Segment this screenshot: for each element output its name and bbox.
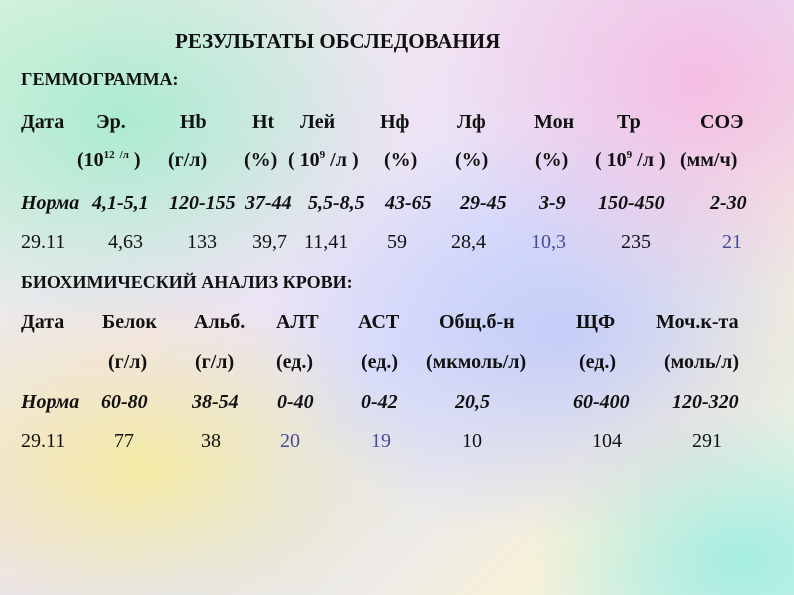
- hemogram-heading: ГЕММОГРАММА:: [21, 69, 179, 89]
- hemogram-header-lf: Лф: [457, 111, 486, 133]
- hemogram-norm-ht: 37-44: [245, 192, 292, 214]
- hemogram-value-hb: 133: [187, 231, 217, 253]
- hemogram-header-soe: СОЭ: [700, 111, 744, 133]
- hemogram-norm-lf: 29-45: [460, 192, 507, 214]
- biochem-norm-bilirubin: 20,5: [455, 391, 490, 413]
- hemogram-header-ht: Ht: [252, 111, 275, 133]
- hemogram-row-date: 29.11: [21, 231, 66, 253]
- hemogram-header-tr: Тр: [617, 111, 641, 133]
- biochem-header-uric-acid: Моч.к-та: [656, 311, 739, 333]
- biochem-norm-label: Норма: [21, 391, 80, 413]
- biochem-header-bilirubin: Общ.б-н: [439, 311, 515, 333]
- hemogram-value-tr: 235: [621, 231, 651, 253]
- hemogram-unit-lf: (%): [455, 149, 489, 171]
- hemogram-value-nf: 59: [387, 231, 407, 253]
- biochem-unit-alt: (ед.): [276, 351, 314, 373]
- hemogram-header-hb: Hb: [180, 111, 207, 133]
- biochem-value-ast: 19: [371, 430, 391, 452]
- biochem-unit-uric-acid: (моль/л): [664, 351, 739, 373]
- hemogram-unit-nf: (%): [384, 149, 418, 171]
- hemogram-header-mon: Мон: [534, 111, 575, 133]
- biochem-value-alb: 38: [201, 430, 221, 452]
- hemogram-norm-nf: 43-65: [385, 192, 432, 214]
- biochem-header-ast: АСТ: [358, 311, 400, 333]
- hemogram-norm-hb: 120-155: [169, 192, 236, 214]
- biochem-unit-alp: (ед.): [579, 351, 617, 373]
- hemogram-value-er: 4,63: [108, 231, 143, 253]
- page-title: РЕЗУЛЬТАТЫ ОБСЛЕДОВАНИЯ: [175, 29, 501, 53]
- biochem-unit-bilirubin: (мкмоль/л): [426, 351, 527, 373]
- hemogram-header-nf: Нф: [380, 111, 410, 133]
- biochem-header-alb: Альб.: [194, 311, 246, 333]
- hemogram-norm-er: 4,1-5,1: [92, 192, 149, 214]
- biochem-norm-alt: 0-40: [277, 391, 314, 413]
- biochem-norm-uric-acid: 120-320: [672, 391, 739, 413]
- hemogram-norm-soe: 2-30: [710, 192, 747, 214]
- hemogram-unit-er: ($10^{12}$ $^{/л}$ ): [77, 149, 141, 171]
- biochem-norm-protein: 60-80: [101, 391, 148, 413]
- hemogram-unit-soe: (мм/ч): [680, 149, 738, 171]
- biochem-norm-alb: 38-54: [192, 391, 239, 413]
- hemogram-value-lf: 28,4: [451, 231, 486, 253]
- hemogram-value-soe: 21: [722, 231, 742, 253]
- biochem-norm-alp: 60-400: [573, 391, 630, 413]
- hemogram-value-ht: 39,7: [252, 231, 287, 253]
- hemogram-header-lei: Лей: [300, 111, 336, 133]
- hemogram-unit-hb: (г/л): [168, 149, 208, 171]
- hemogram-value-mon: 10,3: [531, 231, 566, 253]
- biochem-value-protein: 77: [114, 430, 134, 452]
- hemogram-norm-lei: 5,5-8,5: [308, 192, 365, 214]
- hemogram-unit-mon: (%): [535, 149, 569, 171]
- hemogram-unit-lei: ( $10^9$ /л ): [288, 149, 359, 171]
- hemogram-unit-tr: ( $10^9$ /л ): [595, 149, 666, 171]
- biochem-row-date: 29.11: [21, 430, 66, 452]
- hemogram-norm-label: Норма: [21, 192, 80, 214]
- hemogram-header-er: Эр.: [96, 111, 126, 133]
- hemogram-value-lei: 11,41: [304, 231, 349, 253]
- biochem-header-date: Дата: [21, 311, 65, 333]
- biochem-unit-protein: (г/л): [108, 351, 148, 373]
- biochem-norm-ast: 0-42: [361, 391, 398, 413]
- biochem-value-bilirubin: 10: [462, 430, 482, 452]
- hemogram-header-date: Дата: [21, 111, 65, 133]
- biochem-header-alt: АЛТ: [276, 311, 319, 333]
- biochem-unit-alb: (г/л): [195, 351, 235, 373]
- biochem-header-protein: Белок: [102, 311, 157, 333]
- biochem-value-alp: 104: [592, 430, 622, 452]
- hemogram-unit-ht: (%): [244, 149, 278, 171]
- hemogram-norm-mon: 3-9: [539, 192, 566, 214]
- biochem-value-alt: 20: [280, 430, 300, 452]
- biochem-unit-ast: (ед.): [361, 351, 399, 373]
- biochem-heading: БИОХИМИЧЕСКИЙ АНАЛИЗ КРОВИ:: [21, 272, 353, 292]
- biochem-value-uric-acid: 291: [692, 430, 722, 452]
- biochem-header-alp: ЩФ: [576, 311, 616, 333]
- hemogram-norm-tr: 150-450: [598, 192, 665, 214]
